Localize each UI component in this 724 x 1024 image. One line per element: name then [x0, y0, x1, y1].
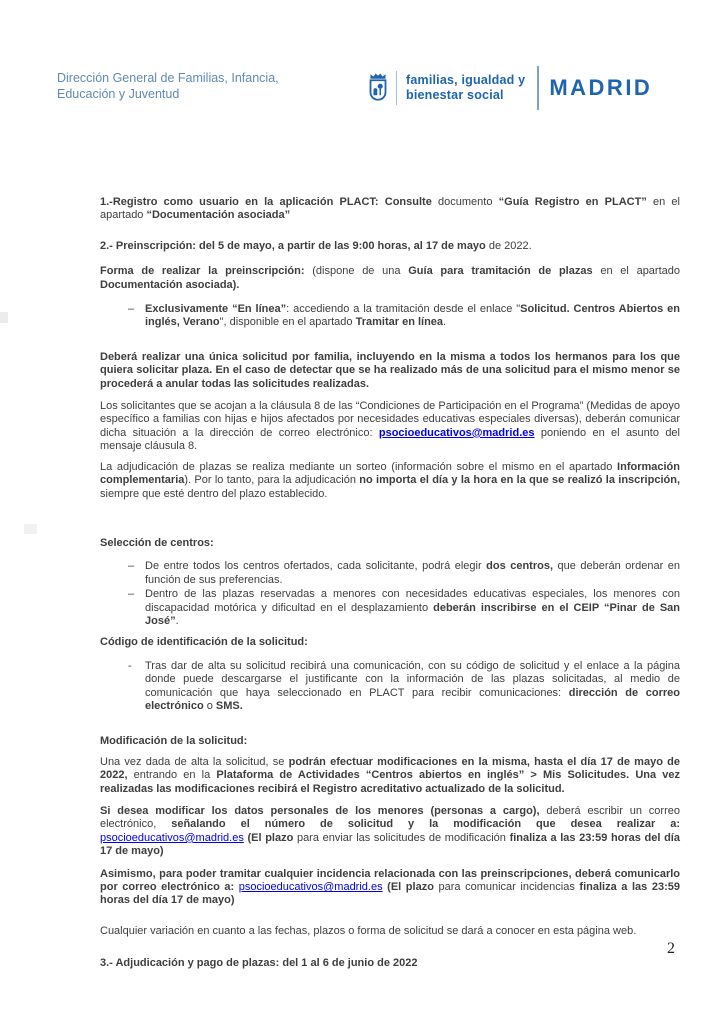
- text-run: SMS.: [215, 699, 243, 712]
- text-run: Modificación de la solicitud:: [100, 735, 248, 748]
- text-run: poniendo en el asunto del mensaje cláusula 8.: [100, 426, 680, 453]
- text-run: documento: [431, 196, 499, 208]
- text-run: .: [175, 614, 179, 627]
- bullet-text: [145, 303, 680, 330]
- text-run: en el apartado: [100, 196, 680, 222]
- text-run: para comunicar incidencias: [433, 881, 580, 894]
- text-run: Selección de centros:: [100, 536, 214, 549]
- logo-area-line2: bienestar social: [406, 88, 504, 102]
- text-run: entrando en la: [127, 769, 217, 782]
- text-run: finaliza a las 23:59 horas del día 17 de mayo): [100, 831, 680, 858]
- paragraph-preinscripcion: [100, 240, 680, 253]
- text-run: de 2022.: [488, 239, 532, 252]
- logo-divider: [396, 71, 397, 105]
- paragraph-datos-personales: [100, 805, 680, 859]
- text-run: Tramitar en línea: [355, 316, 444, 329]
- text-run: Si desea modificar los datos personales de los menores (personas a cargo),: [100, 805, 540, 817]
- bullet-text: [145, 660, 680, 714]
- text-run: señalando el número de solicitud y la modificación que desea realizar a:: [171, 818, 680, 831]
- paragraph-incidencias: [100, 868, 680, 908]
- text-run: Dentro de las plazas reservadas a menores con necesidades educativas especiales, los menores con discapacidad motórica y dificultad en el desplazamiento: [145, 588, 680, 614]
- page-number: 2: [667, 940, 675, 957]
- text-run: ). Por lo tanto, para la adjudicación: [184, 474, 360, 487]
- bullet-text: [145, 560, 680, 587]
- section-heading-codigo: [100, 636, 680, 649]
- logo-area-name: [406, 73, 525, 103]
- bullet-item-en-linea: [128, 303, 680, 330]
- text-run: Solicitud. Centros Abiertos en inglés, Verano: [145, 303, 681, 329]
- section-heading-seleccion: [100, 537, 680, 550]
- text-run: (dispone de una: [312, 265, 409, 278]
- text-run: Asimismo, para poder tramitar cualquier incidencia relacionada con las preinscripciones, deberá comunicarlo por correo electrónico a:: [100, 867, 680, 894]
- text-run: 3.- Adjudicación y pago de plazas: del 1 al 6 de junio de 2022: [100, 957, 418, 970]
- email-link[interactable]: psocioeducativos@madrid.es: [238, 881, 383, 894]
- paragraph-adjudicacion: [100, 957, 680, 970]
- text-run: Los solicitantes que se acojan a la cláusula 8 de las “Condiciones de Participación en el Programa” (Medidas de apoyo específico a familias con hijas e hijos afectados por necesidades educativas especiales diversas), deberán comunicar dicha situación a la dirección de correo electrónico:: [100, 400, 680, 439]
- text-run: “Documentación asociada”: [146, 209, 291, 222]
- text-run: Forma de realizar la preinscripción:: [100, 265, 313, 278]
- email-link[interactable]: psocioeducativos@madrid.es: [378, 426, 535, 439]
- paragraph-variacion: [100, 925, 680, 938]
- department-name-line2: Educación y Juventud: [57, 87, 180, 101]
- text-run: .: [443, 316, 447, 329]
- department-name-line1: Dirección General de Familias, Infancia,: [57, 71, 279, 85]
- paragraph-clausula-8: [100, 400, 680, 454]
- bullet-text: [145, 588, 680, 628]
- text-run: deberán inscribirse en el CEIP “Pinar de San José”: [145, 601, 680, 627]
- text-run: : accediendo a la tramitación desde el enlace ": [286, 303, 521, 316]
- madrid-logo: [368, 66, 652, 110]
- paragraph-registro: [100, 196, 680, 223]
- paragraph-sorteo: [100, 461, 680, 501]
- text-run: dirección de correo electrónico: [145, 686, 680, 712]
- text-run: ", disponible en el apartado: [219, 316, 356, 329]
- text-run: siempre que esté dentro del plazo establecido.: [100, 487, 328, 500]
- text-run: no importa el día y la hora en la que se realizó la inscripción,: [359, 474, 680, 487]
- text-run: Plataforma de Actividades “Centros abiertos en inglés” > Mis Solicitudes. Una vez realizadas las modificaciones recibirá el Registro acreditativo actualizado de la solicitud.: [100, 769, 681, 795]
- text-run: (El plazo: [247, 831, 294, 844]
- text-run: Cualquier variación en cuanto a las fechas, plazos o forma de solicitud se dará a conocer en esta página web.: [100, 924, 637, 937]
- text-run: que deberán ordenar en función de sus preferencias.: [145, 560, 680, 586]
- text-run: Tras dar de alta su solicitud recibirá una comunicación, con su código de solicitud y el enlace a la página donde puede descargarse el justificante con la información de las plazas solicitadas, al medio de comunicación que haya seleccionado en PLACT para recibir comunicaciones:: [145, 659, 680, 699]
- paragraph-forma: [100, 265, 680, 292]
- text-run: en el apartado: [592, 265, 680, 278]
- text-run: 2.- Preinscripción: del 5 de mayo, a partir de las 9:00 horas, al 17 de mayo: [100, 239, 489, 252]
- text-run: o: [203, 699, 216, 712]
- text-run: La adjudicación de plazas se realiza mediante un sorteo (información sobre el mismo en el apartado: [100, 460, 618, 473]
- text-run: deberá escribir un correo electrónico,: [100, 805, 680, 831]
- madrid-crest-icon: [368, 72, 388, 107]
- text-run: Guía para tramitación de plazas: [408, 265, 593, 278]
- page-artifact: [24, 524, 37, 534]
- paragraph-modificaciones: [100, 756, 680, 796]
- logo-city-wordmark: MADRID: [549, 75, 653, 100]
- text-run: De entre todos los centros ofertados, cada solicitante, podrá elegir: [145, 560, 487, 573]
- bullet-item-plazas-reservadas: [128, 588, 680, 628]
- email-link[interactable]: psocioeducativos@madrid.es: [100, 831, 244, 844]
- text-run: “Guía Registro en PLACT”: [498, 196, 647, 208]
- document-body: [100, 196, 680, 971]
- text-run: Documentación asociada).: [100, 278, 240, 291]
- text-run: 1.-Registro como usuario en la aplicación PLACT: Consulte: [100, 196, 432, 208]
- department-name: [57, 70, 279, 102]
- text-run: dos centros,: [486, 560, 554, 573]
- bullet-marker: -: [128, 659, 132, 672]
- text-run: (El plazo: [387, 881, 434, 894]
- text-run: Una vez dada de alta la solicitud, se: [100, 755, 289, 768]
- logo-divider-2: [537, 66, 539, 110]
- bullet-marker: –: [128, 303, 135, 316]
- text-run: Exclusivamente “En línea”: [145, 303, 287, 316]
- bullet-marker: –: [128, 588, 135, 601]
- text-run: para enviar las solicitudes de modificación: [293, 831, 510, 844]
- text-run: finaliza a las 23:59 horas del día 17 de mayo): [100, 881, 680, 907]
- text-run: Deberá realizar una única solicitud por familia, incluyendo en la misma a todos los hermanos para los que quiera solicitar plaza. En el caso de detectar que se ha realizado más de una solicitud para el mismo menor se procederá a anular todas las solicitudes realizadas.: [100, 350, 680, 390]
- text-run: Información complementaria: [100, 460, 680, 487]
- section-heading-modificacion: [100, 735, 680, 748]
- bullet-item-dos-centros: [128, 560, 680, 587]
- bullet-marker: –: [128, 560, 135, 573]
- logo-area-line1: familias, igualdad y: [406, 73, 526, 87]
- text-run: podrán efectuar modificaciones en la misma, hasta el día 17 de mayo de 2022,: [100, 755, 680, 782]
- text-run: Código de identificación de la solicitud:: [100, 636, 308, 649]
- bullet-item-tras-alta: [128, 660, 680, 714]
- paragraph-unica-solicitud: [100, 351, 680, 391]
- page-artifact: [0, 312, 8, 323]
